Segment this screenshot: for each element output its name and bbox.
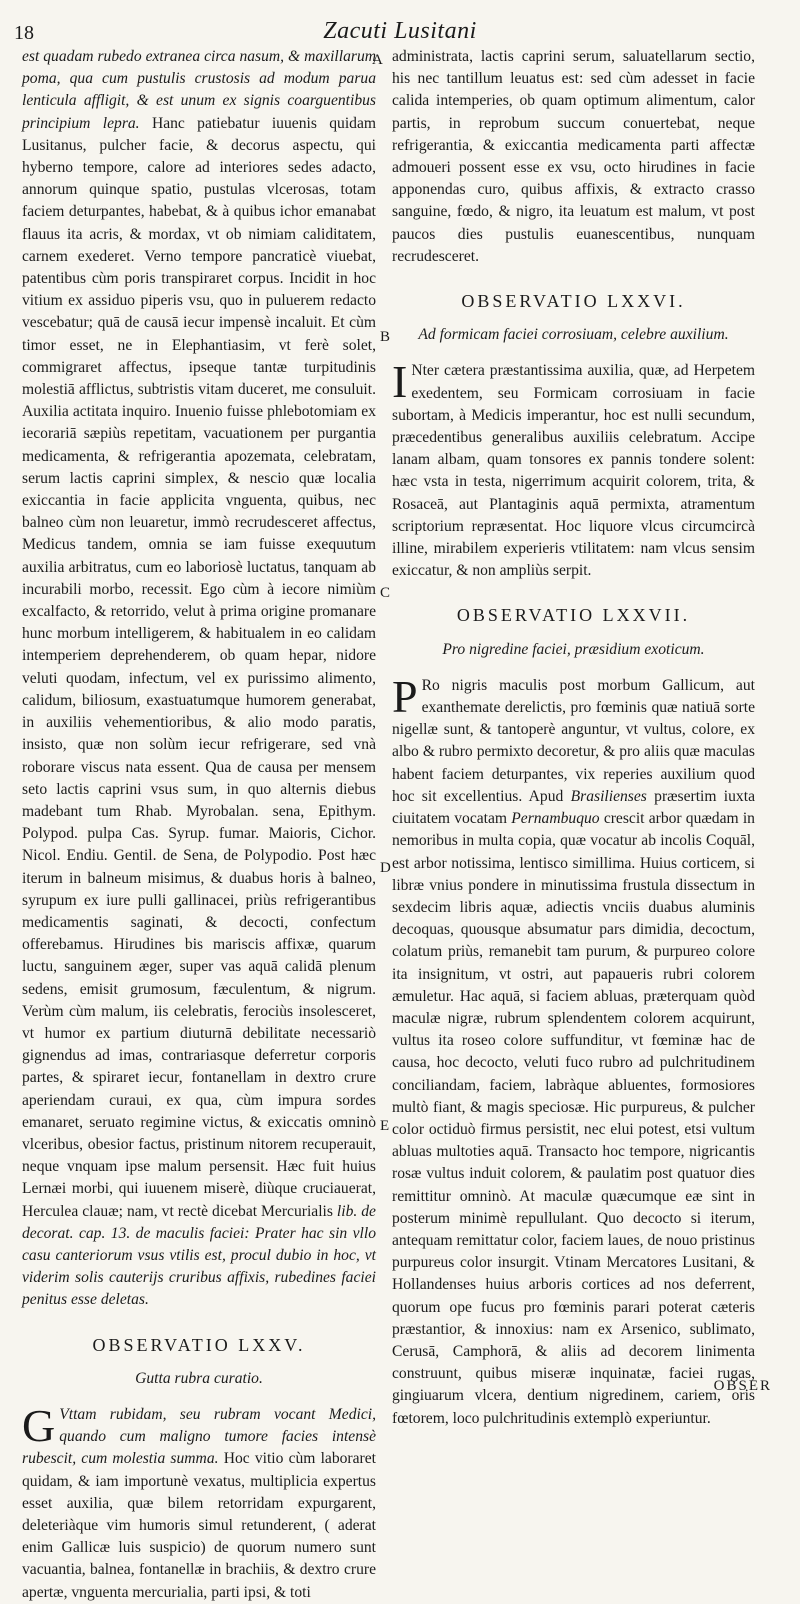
obs77-body-start: Ro nigris maculis post morbum Gallicum, aut exanthemate derelictis, pro fœminis quæ natiuā sorte nigellæ sunt, & tantoperè anguntur, vt vultus, colore, ex albo & rubro permixto decoretur, & pro aliis quæ maculas habent faciem deturpantes, vix reperies auxilium quod hoc sit excellentius. Apud	[392, 676, 755, 805]
obs75-body: Hoc vitio cùm laboraret quidam, & iam importunè vexatus, multiplicia expertus esset auxilia, quæ bilem retorridam expurgarent, deleteriàque vim humoris simul retunderent, ( aderat enim Gallicæ luis suspicio) de quorum numero sunt vacuantia, balnea, fontanellæ in brachiis, & dextro crure apertæ, vnguenta mercurialia, parti ipsi, & toti	[22, 1450, 376, 1601]
obs77-dropcap: P	[392, 670, 418, 722]
running-head: Zacuti Lusitani	[323, 18, 477, 44]
citation-italic: lib. de decorat. cap. 13. de maculis faciei: Prater hac sin vllo casu canteriorum vsus vtilis est, procul dubio in hoc, vt viderim solis cauterijs cruribus affixis, rubedines faciei penitus esse deletas.	[22, 1202, 376, 1309]
intro-italic: est quadam rubedo extranea circa nasum, & maxillarum poma, qua cum pustulis crustosis ad modum parua lenticula affligit, & est unum ex signis coarguentibus principium lepra.	[22, 48, 376, 132]
margin-marker-a: A	[372, 52, 383, 68]
left-body: Hanc patiebatur iuuenis quidam Lusitanus, pulcher facie, & decorus aspectu, qui hyberno tempore, calore ad interiores sedes adacto, annorum quinque spatio, pustulas vlcerosas, totam faciem deturpantes, habebat, & à quibus ichor emanabat flauus ita acris, & mordax, vt ob nimiam caliditatem, carnem exederet. Verno tempore pancraticè viuebat, patentibus cùm poris transpiraret corpus. Incidit in hoc vitium ex assiduo piperis vsu, quo in puluerem redacto vescebatur; quā de causā iecur impensè incaluit. Et cùm timor esset, ne in Elephantiasim, vt ferè solet, commigraret affectus, ipseque tantæ turpitudinis molestiā afflictus, subtristis vitam duceret, me consuluit. Auxilia actitata inquiro. Inuenio fuisse phlebotomiam ex iecorariā sæpiùs repetitam, vacuationem per purgantia medicamenta, & refrigerantia apozemata, celebratam, serum lactis caprini simplex, & nescio quæ localia exiccantia in facie applicita vnguenta, quibus, nec balneo cùm non leuaretur, immò recrudesceret affectus, Medicus tandem, omnia se iam fuisse exequutum auxilia arbitratus, cum eo laboriosè luctatus, tanquam ab incurabili morbo, recessit. Ego cùm à iecore nimiùm excalfacto, & retorrido, velut à prima origine promanare hunc morbum intelligerem, & habitualem in eo calidam intemperiem deprehenderem, ob quam hepar, nidore veluti quodam, infectum, vel ex purissimo alimento, calidum, biliosum, exastuatumque humorem generabat, in auxiliis vehementioribus, & alio modo paratis, insisto, quæ non solùm iecur refrigerare, sed vnà roborare viscus nata essent. Qua de causa per mensem seto lactis caprini vsus sum, in quo alternis diebus madebant tum Rhab. Myrobalan. sena, Epithym. Polypod. pulpa Cas. Syrup. fumar. Maioris, Cichor. Nicol. Endiu. Gentil. de Sena, de Polypodio. Post hæc iterum in balneum misimus, & duabus horis à balneo, syrupum ex iure pulli gallinacei, priùs refrigerantibus medicamentis saginati, & decocti, confectum offerebamus. Hirudines bis mariscis affixæ, quarum luctu, sanguinem æger, super vas aquā calidā plenum sedens, emisit grumosum, fæculentum, & nigrum. Verùm cùm malum, iis celebratis, ferociùs insolesceret, vt humor ex partium diuturnā debilitate necessariò gignendus ad imas, contrariasque deferretur corporis partes, & spiraret iecur, fontanellam in dextro crure aperiendam curaui, ex qua, cùm impura sordes emanaret, seruato regimine victus, & exiccatis omninò vlceribus, obesior factus, pristinum nitorem recuperauit, neque vnquam ipse malum persensit. Hæc fuit huius Lernæi morbi, qui iuuenem miserè, diùque cruciauerat, Herculea clauæ; nam, vt rectè dicebat Mercurialis	[22, 114, 377, 1220]
obs77-title: OBSERVATIO LXXVII.	[456, 605, 691, 626]
obs76-subtitle: Ad formicam faciei corrosiuam, celebre auxilium.	[418, 326, 729, 344]
margin-marker-c: C	[380, 585, 391, 601]
obs76-body: Nter cætera præstantissima auxilia, quæ, ad Herpetem exedentem, seu Formicam corrosiuam in facie subortam, à Medicis imperantur, hoc est nulli secundum, præcedentibus generalibus auxiliis celebratum. Accipe lanam albam, quam tonsores ex pannis tondere solent: hæc vsta in testa, nigerrimum acquirit colorem, trita, & Rosaceā, aut Plantaginis aquā permixta, atramentum scriptorium repræsentat. Hoc liquore vlcus circumcircà illine, mirabilem experieris vtilitatem: nam vlcus sensim exiccatur, & non ampliùs serpit.	[392, 362, 755, 580]
right-column	[392, 46, 755, 1430]
margin-marker-d: D	[380, 860, 391, 876]
obs75-subtitle: Gutta rubra curatio.	[135, 1369, 263, 1387]
obs77-pernambuquo: Pernambuquo	[511, 810, 600, 828]
obs75-title: OBSERVATIO LXXV.	[92, 1334, 306, 1355]
obs76-dropcap: I	[392, 356, 408, 408]
margin-marker-e: E	[380, 1118, 390, 1134]
obs77-brasilienses: Brasilienses	[570, 787, 647, 805]
obs77-body-rest: crescit arbor quædam in nemoribus in multa copia, quæ vocatur ab incolis Coquāl, est arbor notissima, lentisco simillima. Huius corticem, si libræ vnius pondere in minutissima frustula dissectum in sexdecim libris aquæ, adiectis vnciis duabus aluminis decoquas, quousque absumatur pars dimidia, decoctum, colatum priùs, remanebit tam purum, & purpureo colore ita insignitum, vt ostri, aut papaueris rubri colorem æmuletur. Hac aquā, si faciem abluas, præterquam quòd maculæ nigræ, rubrum splendentem colorem acquirunt, vultus ita roseo colore suffunditur, vt fœminæ hac de causa, hoc decocto, veluti fuco rubro ad pulchritudinem conciliandam, faciem, labràque abluentes, formosiores multò fiant, & magis speciosæ. Hic purpureus, & pulcher color octiduò firmus persistit, nec elui potest, etsi vultum abluas multoties aquā. Transacto hoc tempore, nigricantis rosæ vultus induit colorem, & paulatim post quatuor dies remittitur omninò. At maculæ quæcumque eæ sint in posterum minimè repullulant. Quo decocto si iterum, antequam remittatur color, faciem laues, de nouo pristinus purpureus color insurgit. Vtinam Mercatores Lusitani, & Hollandenses huius arboris cortices ad nos deferrent, quorum ope fucus pro fœminis parari poterat cæteris præstantior, & innoxius: nam ex Arsenico, sublimato, Cerusā, Camphorā, & aliis ad decorem linimenta construunt, quibus miseræ inquinatæ, faciei rugas, gingiuarum vlcera, dentium nigredinem, cariem, oris fœtorem, loco pulchritudinis extemplò experiuntur.	[392, 810, 755, 1427]
obs76-title: OBSERVATIO LXXVI.	[461, 291, 686, 312]
obs77-subtitle: Pro nigredine faciei, præsidium exoticum.	[442, 640, 705, 658]
page-number: 18	[14, 22, 34, 44]
left-column	[22, 46, 376, 1604]
catchword: OBSER	[713, 1378, 772, 1394]
obs77-body-mid: præsertim iuxta ciuitatem vocatam	[392, 787, 755, 828]
obs75-intro: Vttam rubidam, seu rubram vocant Medici, quando cum maligno tumore facies intensè rubescit, cum molestia summa.	[22, 1405, 376, 1468]
margin-marker-b: B	[380, 329, 391, 345]
continuation: administrata, lactis caprini serum, saluatellarum sectio, his nec tantillum leuatus est: sed cùm adesset in facie calida intemperies, ob quam optimum alimentum, calor partis, in reprobum succum conuertebat, neque refrigerantia, & exiccantia medicamenta parti affectæ admoueri possent esse ex vsu, octo hirudines in facie apponendas curo, quibus affixis, & extracto crasso sanguine, fœdo, & nigro, ita leuatum est malum, vt post paucos dies pustulis euanescentibus, nunquam recrudesceret.	[392, 48, 755, 265]
obs75-dropcap: G	[22, 1399, 56, 1451]
